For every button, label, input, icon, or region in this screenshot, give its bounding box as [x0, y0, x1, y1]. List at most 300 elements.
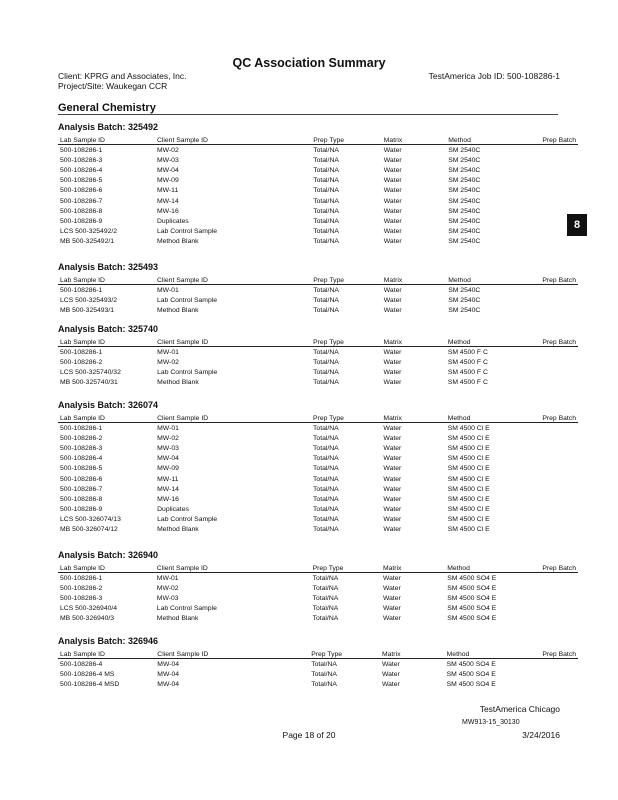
- table-cell: MW-02: [156, 584, 179, 592]
- table-cell: MW-01: [157, 424, 179, 432]
- table-cell: [519, 165, 578, 175]
- table-cell: SM 4500 SO4 E: [447, 605, 497, 613]
- table-cell: MW-11: [156, 187, 179, 195]
- column-header: Matrix: [381, 562, 445, 573]
- table-cell: Water: [381, 670, 400, 678]
- table-cell: SM 4500 Cl E: [447, 434, 490, 442]
- table-cell: SM 4500 Cl E: [447, 516, 490, 524]
- analysis-batch: [58, 636, 578, 690]
- table-row: [58, 573, 578, 584]
- table-cell: 500-108286-2: [60, 358, 103, 366]
- table-row: [58, 196, 578, 206]
- table-cell: Water: [383, 424, 402, 432]
- column-header: Prep Batch: [519, 648, 578, 659]
- table-cell: Water: [381, 660, 400, 668]
- column-header: Prep Batch: [519, 412, 578, 423]
- batch-title: Analysis Batch: 325493: [58, 262, 159, 272]
- table-cell: SM 2540C: [448, 238, 481, 246]
- table-cell: 500-108286-7: [60, 197, 103, 205]
- table-cell: SM 4500 SO4 E: [446, 660, 496, 668]
- table-cell: [519, 614, 578, 624]
- table-cell: 500-108286-4: [60, 660, 103, 668]
- table-cell: Total/NA: [313, 296, 339, 304]
- table-cell: [519, 145, 578, 156]
- table-cell: [519, 525, 578, 535]
- batch-title: Analysis Batch: 326946: [58, 636, 159, 646]
- table-row: [58, 614, 578, 624]
- table-cell: Total/NA: [312, 584, 339, 592]
- table-cell: MB 500-325492/1: [60, 238, 115, 246]
- table-row: [58, 464, 578, 474]
- table-cell: 500-108286-6: [60, 187, 103, 195]
- table-cell: MW-02: [157, 358, 179, 366]
- table-cell: LCS 500-326940/4: [60, 605, 118, 613]
- table-cell: [519, 216, 578, 226]
- table-row: [58, 237, 578, 247]
- table-row: [58, 227, 578, 237]
- table-cell: Total/NA: [313, 177, 339, 185]
- table-cell: SM 2540C: [448, 187, 481, 195]
- table-cell: [519, 505, 578, 515]
- table-cell: Water: [383, 306, 402, 314]
- table-cell: Total/NA: [311, 660, 337, 668]
- table-cell: MB 500-326940/3: [60, 615, 115, 623]
- table-cell: SM 2540C: [448, 217, 481, 225]
- page-number: Page 18 of 20: [282, 730, 336, 740]
- table-cell: MW-09: [156, 177, 179, 185]
- table-cell: SM 4500 SO4 E: [447, 615, 497, 623]
- table-cell: Water: [383, 207, 402, 215]
- table-cell: Water: [383, 296, 402, 304]
- table-row: [58, 176, 578, 186]
- table-cell: [519, 494, 578, 504]
- client-name: Client: KPRG and Associates, Inc.: [58, 71, 187, 81]
- table-cell: Total/NA: [312, 615, 339, 623]
- column-header: Method: [445, 562, 519, 573]
- table-row: [58, 583, 578, 593]
- table-cell: [519, 433, 578, 443]
- column-header: Lab Sample ID: [58, 562, 155, 573]
- table-cell: Water: [383, 465, 402, 473]
- table-cell: SM 2540C: [448, 228, 481, 236]
- table-cell: MW-03: [156, 156, 179, 164]
- table-cell: Water: [383, 197, 402, 205]
- table-cell: SM 4500 F C: [447, 348, 488, 356]
- table-cell: Water: [383, 286, 402, 294]
- table-cell: SM 4500 Cl E: [447, 485, 490, 493]
- table-cell: 500-108286-8: [60, 495, 103, 503]
- column-header: Client Sample ID: [155, 648, 309, 659]
- table-row: [58, 378, 578, 388]
- table-cell: MW-02: [156, 146, 179, 154]
- table-cell: SM 4500 Cl E: [447, 475, 490, 483]
- table-cell: [519, 176, 578, 186]
- table-cell: Total/NA: [313, 455, 339, 463]
- table-cell: Lab Control Sample: [157, 368, 218, 376]
- table-cell: Water: [383, 475, 402, 483]
- table-cell: SM 4500 SO4 E: [446, 680, 496, 688]
- table-cell: 500-108286-1: [60, 348, 103, 356]
- column-header: Lab Sample ID: [58, 134, 155, 145]
- table-cell: MW-01: [156, 286, 179, 294]
- column-header: Matrix: [382, 274, 446, 285]
- table-row: [58, 357, 578, 367]
- table-cell: [519, 515, 578, 525]
- table-row: [58, 186, 578, 196]
- batch-title: Analysis Batch: 326074: [58, 400, 159, 410]
- table-cell: Total/NA: [311, 680, 337, 688]
- table-cell: Water: [382, 584, 401, 592]
- table-row: [58, 484, 578, 494]
- batch-title: Analysis Batch: 325492: [58, 122, 159, 132]
- column-header: Method: [446, 274, 519, 285]
- footer-company: TestAmerica Chicago: [479, 704, 560, 714]
- table-cell: [519, 659, 578, 670]
- table-row: [58, 505, 578, 515]
- table-cell: Total/NA: [313, 286, 339, 294]
- batch-title: Analysis Batch: 326940: [58, 550, 159, 560]
- table-cell: Water: [383, 506, 402, 514]
- column-header: Lab Sample ID: [58, 274, 155, 285]
- table-row: [58, 593, 578, 603]
- table-cell: SM 4500 Cl E: [447, 455, 490, 463]
- table-cell: 500-108286-3: [60, 444, 103, 452]
- table-cell: SM 4500 SO4 E: [447, 584, 497, 592]
- table-cell: Total/NA: [313, 424, 339, 432]
- table-cell: Lab Control Sample: [156, 228, 218, 236]
- table-cell: SM 4500 SO4 E: [447, 594, 497, 602]
- table-cell: 500-108286-4 MSD: [60, 680, 120, 688]
- table-cell: [519, 347, 578, 358]
- table-cell: 500-108286-4: [60, 455, 103, 463]
- table-cell: Total/NA: [313, 485, 339, 493]
- table-cell: [519, 367, 578, 377]
- table-cell: MW-04: [157, 660, 180, 668]
- table-cell: 500-108286-1: [60, 286, 103, 294]
- table-cell: Water: [383, 495, 402, 503]
- column-header: Method: [446, 336, 519, 347]
- table-cell: Water: [383, 444, 402, 452]
- table-cell: MW-11: [157, 475, 179, 483]
- table-cell: Total/NA: [313, 358, 339, 366]
- table-cell: MB 500-325740/31: [60, 379, 118, 387]
- table-cell: Water: [383, 434, 402, 442]
- analysis-batch: [58, 400, 578, 535]
- table-cell: [519, 295, 578, 305]
- table-cell: SM 2540C: [448, 207, 481, 215]
- job-id: TestAmerica Job ID: 500-108286-1: [428, 71, 560, 81]
- column-header: Client Sample ID: [155, 134, 311, 145]
- analysis-batch: [58, 262, 578, 316]
- table-cell: Total/NA: [313, 434, 339, 442]
- table-cell: SM 2540C: [448, 296, 481, 304]
- table-cell: [519, 669, 578, 679]
- table-cell: MW-04: [156, 166, 179, 174]
- table-cell: SM 2540C: [448, 306, 481, 314]
- column-header: Prep Batch: [519, 562, 578, 573]
- table-cell: Lab Control Sample: [156, 605, 217, 613]
- table-cell: MB 500-325493/1: [60, 306, 115, 314]
- table-cell: Total/NA: [313, 506, 339, 514]
- table-cell: [519, 237, 578, 247]
- column-header: Prep Type: [311, 274, 382, 285]
- table-cell: Total/NA: [313, 238, 339, 246]
- batch-table: [58, 336, 578, 388]
- column-header: Matrix: [382, 134, 446, 145]
- batch-title: Analysis Batch: 325740: [58, 324, 159, 334]
- table-cell: 500-108286-2: [60, 584, 103, 592]
- table-cell: Total/NA: [313, 475, 339, 483]
- table-cell: [519, 454, 578, 464]
- table-cell: SM 2540C: [448, 156, 481, 164]
- table-row: [58, 604, 578, 614]
- column-header: Prep Type: [311, 336, 381, 347]
- table-cell: SM 4500 F C: [447, 368, 488, 376]
- table-cell: Total/NA: [313, 465, 339, 473]
- column-header: Client Sample ID: [155, 336, 311, 347]
- table-cell: 500-108286-9: [60, 506, 103, 514]
- table-cell: [519, 305, 578, 315]
- table-row: [58, 165, 578, 175]
- table-cell: 500-108286-1: [60, 424, 103, 432]
- table-cell: SM 4500 SO4 E: [446, 670, 496, 678]
- table-cell: [519, 443, 578, 453]
- table-cell: LCS 500-325492/2: [60, 228, 118, 236]
- table-cell: Water: [382, 594, 401, 602]
- table-cell: Water: [383, 485, 402, 493]
- table-cell: LCS 500-325740/32: [60, 368, 121, 376]
- table-row: [58, 443, 578, 453]
- table-cell: SM 2540C: [448, 177, 481, 185]
- table-cell: Water: [383, 177, 402, 185]
- table-cell: MW-14: [156, 197, 179, 205]
- column-header: Matrix: [381, 412, 445, 423]
- batch-table: [58, 134, 578, 247]
- table-cell: Water: [383, 379, 402, 387]
- table-cell: [519, 423, 578, 434]
- table-cell: [519, 583, 578, 593]
- table-cell: Total/NA: [313, 495, 339, 503]
- table-row: [58, 474, 578, 484]
- table-cell: 500-108286-1: [60, 146, 103, 154]
- table-cell: Method Blank: [157, 379, 199, 387]
- table-cell: [519, 285, 578, 296]
- table-row: [58, 285, 578, 296]
- table-row: [58, 206, 578, 216]
- table-cell: Total/NA: [313, 166, 339, 174]
- table-cell: Lab Control Sample: [157, 516, 218, 524]
- table-cell: Total/NA: [313, 516, 339, 524]
- table-cell: [519, 484, 578, 494]
- column-header: Client Sample ID: [155, 412, 311, 423]
- table-cell: SM 4500 SO4 E: [447, 574, 497, 582]
- column-header: Prep Type: [311, 562, 381, 573]
- table-row: [58, 423, 578, 434]
- table-cell: [519, 357, 578, 367]
- table-cell: Duplicates: [156, 217, 189, 225]
- table-cell: 500-108286-9: [60, 217, 103, 225]
- table-cell: [519, 604, 578, 614]
- table-cell: [519, 474, 578, 484]
- table-row: [58, 347, 578, 358]
- table-cell: [519, 227, 578, 237]
- table-cell: Total/NA: [313, 348, 339, 356]
- table-cell: MW-03: [157, 444, 179, 452]
- table-cell: Water: [381, 680, 400, 688]
- column-header: Method: [445, 648, 519, 659]
- table-cell: MW-02: [157, 434, 179, 442]
- table-cell: SM 4500 Cl E: [447, 465, 490, 473]
- table-cell: 500-108286-3: [60, 156, 103, 164]
- table-cell: MW-01: [157, 348, 179, 356]
- table-row: [58, 155, 578, 165]
- table-cell: MW-09: [157, 465, 179, 473]
- column-header: Matrix: [380, 648, 445, 659]
- table-cell: [519, 573, 578, 584]
- column-header: Lab Sample ID: [58, 412, 155, 423]
- table-cell: Method Blank: [156, 306, 199, 314]
- table-cell: 500-108286-2: [60, 434, 103, 442]
- column-header: Client Sample ID: [155, 562, 311, 573]
- table-row: [58, 295, 578, 305]
- column-header: Lab Sample ID: [58, 648, 155, 659]
- column-header: Prep Batch: [519, 134, 578, 145]
- table-cell: Total/NA: [313, 217, 339, 225]
- table-cell: MW-03: [156, 594, 179, 602]
- table-cell: SM 2540C: [448, 146, 481, 154]
- table-cell: SM 4500 Cl E: [447, 526, 490, 534]
- table-cell: Total/NA: [312, 574, 339, 582]
- table-row: [58, 367, 578, 377]
- batch-table: [58, 274, 578, 316]
- table-cell: 500-108286-5: [60, 465, 103, 473]
- table-row: [58, 494, 578, 504]
- table-cell: SM 2540C: [448, 166, 481, 174]
- table-cell: SM 4500 F C: [447, 358, 488, 366]
- table-cell: Duplicates: [157, 506, 189, 514]
- table-cell: MW-04: [157, 670, 180, 678]
- table-cell: Water: [382, 574, 401, 582]
- column-header: Prep Type: [309, 648, 380, 659]
- table-cell: Water: [383, 358, 402, 366]
- column-header: Lab Sample ID: [58, 336, 155, 347]
- column-header: Prep Type: [311, 412, 381, 423]
- table-cell: MW-14: [157, 485, 179, 493]
- table-cell: Total/NA: [313, 444, 339, 452]
- table-cell: 500-108286-1: [60, 574, 103, 582]
- table-cell: Water: [383, 516, 402, 524]
- table-cell: Water: [382, 605, 401, 613]
- table-row: [58, 433, 578, 443]
- column-header: Method: [446, 134, 519, 145]
- table-cell: SM 4500 Cl E: [447, 495, 490, 503]
- table-cell: Method Blank: [156, 615, 199, 623]
- table-cell: Water: [383, 368, 402, 376]
- column-header: Matrix: [382, 336, 446, 347]
- table-cell: Method Blank: [157, 526, 199, 534]
- table-cell: Total/NA: [313, 197, 339, 205]
- column-header: Client Sample ID: [155, 274, 311, 285]
- table-cell: [519, 593, 578, 603]
- table-cell: Water: [383, 146, 402, 154]
- table-cell: Total/NA: [313, 368, 339, 376]
- column-header: Method: [446, 412, 520, 423]
- table-cell: Method Blank: [156, 238, 199, 246]
- table-cell: [519, 206, 578, 216]
- table-cell: 500-108286-8: [60, 207, 103, 215]
- table-cell: SM 4500 Cl E: [447, 444, 490, 452]
- table-cell: Total/NA: [313, 146, 339, 154]
- table-cell: [519, 378, 578, 388]
- table-cell: Total/NA: [313, 306, 339, 314]
- table-cell: Total/NA: [313, 228, 339, 236]
- table-cell: Total/NA: [313, 207, 339, 215]
- table-cell: Water: [383, 156, 402, 164]
- table-cell: Total/NA: [311, 670, 337, 678]
- table-cell: Total/NA: [313, 526, 339, 534]
- table-cell: 500-108286-6: [60, 475, 103, 483]
- table-row: [58, 454, 578, 464]
- table-cell: MW-01: [156, 574, 179, 582]
- table-cell: [519, 196, 578, 206]
- table-cell: [519, 186, 578, 196]
- table-cell: LCS 500-326074/13: [60, 516, 121, 524]
- table-cell: Total/NA: [312, 594, 339, 602]
- batch-table: [58, 412, 578, 535]
- table-cell: [519, 679, 578, 689]
- table-cell: Water: [382, 615, 401, 623]
- table-cell: MW-04: [157, 680, 180, 688]
- table-cell: [519, 464, 578, 474]
- table-cell: Water: [383, 217, 402, 225]
- table-cell: [519, 155, 578, 165]
- table-row: [58, 659, 578, 670]
- table-cell: Water: [383, 187, 402, 195]
- batch-table: [58, 648, 578, 690]
- table-row: [58, 525, 578, 535]
- section-title: General Chemistry: [58, 102, 558, 115]
- column-header: Prep Batch: [519, 336, 578, 347]
- table-cell: SM 4500 Cl E: [447, 506, 490, 514]
- table-cell: SM 4500 F C: [447, 379, 488, 387]
- analysis-batch: [58, 324, 578, 388]
- table-cell: Total/NA: [313, 379, 339, 387]
- page-title: QC Association Summary: [232, 56, 386, 70]
- table-row: [58, 679, 578, 689]
- table-cell: 500-108286-3: [60, 594, 103, 602]
- table-cell: 500-108286-7: [60, 485, 103, 493]
- table-cell: Water: [383, 526, 402, 534]
- table-cell: Total/NA: [313, 156, 339, 164]
- table-cell: SM 4500 Cl E: [447, 424, 490, 432]
- table-cell: Water: [383, 166, 402, 174]
- table-cell: SM 2540C: [448, 197, 481, 205]
- table-row: [58, 216, 578, 226]
- analysis-batch: [58, 122, 578, 247]
- table-cell: Water: [383, 228, 402, 236]
- table-cell: Total/NA: [313, 187, 339, 195]
- table-cell: 500-108286-5: [60, 177, 103, 185]
- table-cell: Water: [383, 348, 402, 356]
- table-cell: 500-108286-4 MS: [60, 670, 115, 678]
- table-cell: MW-16: [156, 207, 179, 215]
- table-row: [58, 305, 578, 315]
- table-cell: Total/NA: [312, 605, 339, 613]
- footer-date: 3/24/2016: [522, 730, 560, 740]
- table-cell: MB 500-326074/12: [60, 526, 118, 534]
- table-row: [58, 145, 578, 156]
- table-cell: Water: [383, 455, 402, 463]
